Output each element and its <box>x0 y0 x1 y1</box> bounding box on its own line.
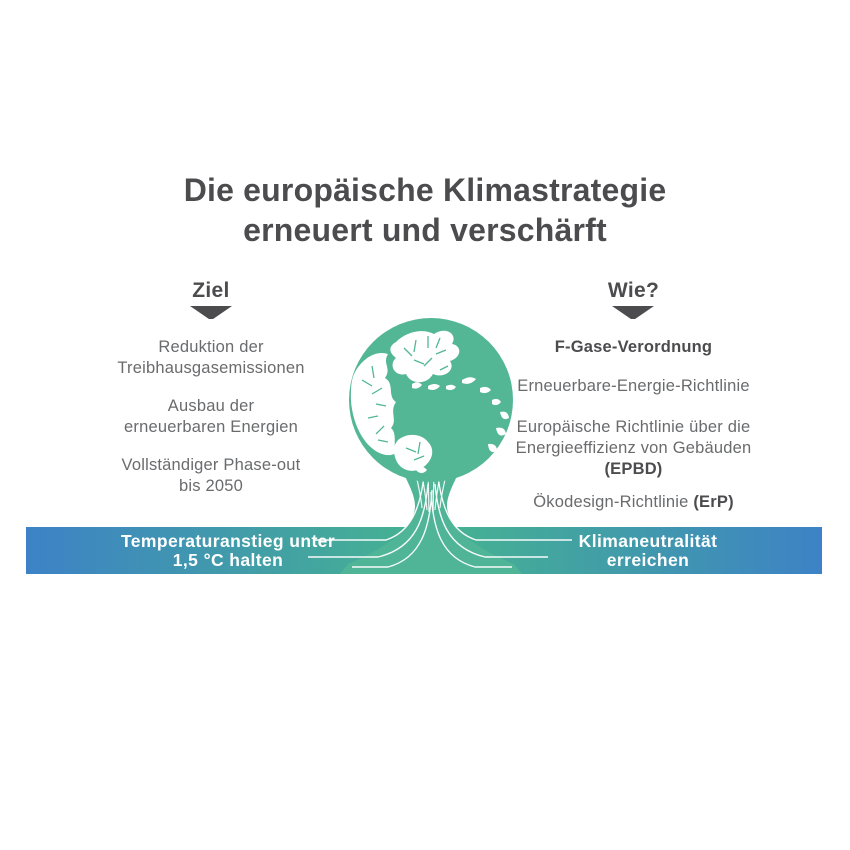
down-arrow-icon <box>612 306 654 319</box>
how-item-oekodesign <box>480 492 787 513</box>
goal-item-3-line1: Vollständiger Phase-out <box>121 456 301 474</box>
how-column-heading: Wie? <box>607 279 660 302</box>
how-item-epbd <box>480 417 787 480</box>
banner-goal-neutrality <box>518 527 778 574</box>
banner-neutrality-line1: Klimaneutralität <box>578 530 718 551</box>
banner-temperature-line1: Temperaturanstieg unter <box>120 530 336 551</box>
goal-item-1-line1: Reduktion der <box>158 338 264 356</box>
goal-item-2 <box>85 396 337 438</box>
how-item-epbd-abbr: (EPBD) <box>604 460 663 478</box>
page-title-line2: erneuert und verschärft <box>243 212 607 248</box>
how-item-oekodesign-text: Ökodesign-Richtlinie <box>533 493 689 511</box>
down-arrow-icon <box>190 306 232 319</box>
goal-item-2-line1: Ausbau der <box>167 397 255 415</box>
goal-item-3 <box>85 455 337 497</box>
page-title-line1: Die europäische Klimastrategie <box>183 172 667 208</box>
how-item-epbd-line1: Europäische Richtlinie über die <box>516 418 751 436</box>
how-item-fgase: F-Gase-Verordnung <box>554 338 713 356</box>
page-title <box>0 170 850 250</box>
how-item-erneuerbare: Erneuerbare-Energie-Richtlinie <box>517 377 750 395</box>
goal-column-heading: Ziel <box>192 279 230 302</box>
mosaic-crack-lines <box>362 336 448 460</box>
how-item-epbd-line2: Energieeffizienz von Gebäuden <box>515 439 752 457</box>
trunk-striation-lines <box>414 466 448 512</box>
goal-item-2-line2: erneuerbaren Energien <box>124 418 298 436</box>
banner-temperature-line2: 1,5 °C halten <box>172 549 284 570</box>
goal-item-1-line2: Treibhausgasemissionen <box>117 359 305 377</box>
how-item-oekodesign-abbr: (ErP) <box>693 493 734 511</box>
goal-item-1 <box>85 337 337 379</box>
banner-neutrality-line2: erreichen <box>606 549 690 570</box>
banner-goal-temperature <box>98 527 358 574</box>
goal-item-3-line2: bis 2050 <box>179 477 243 495</box>
